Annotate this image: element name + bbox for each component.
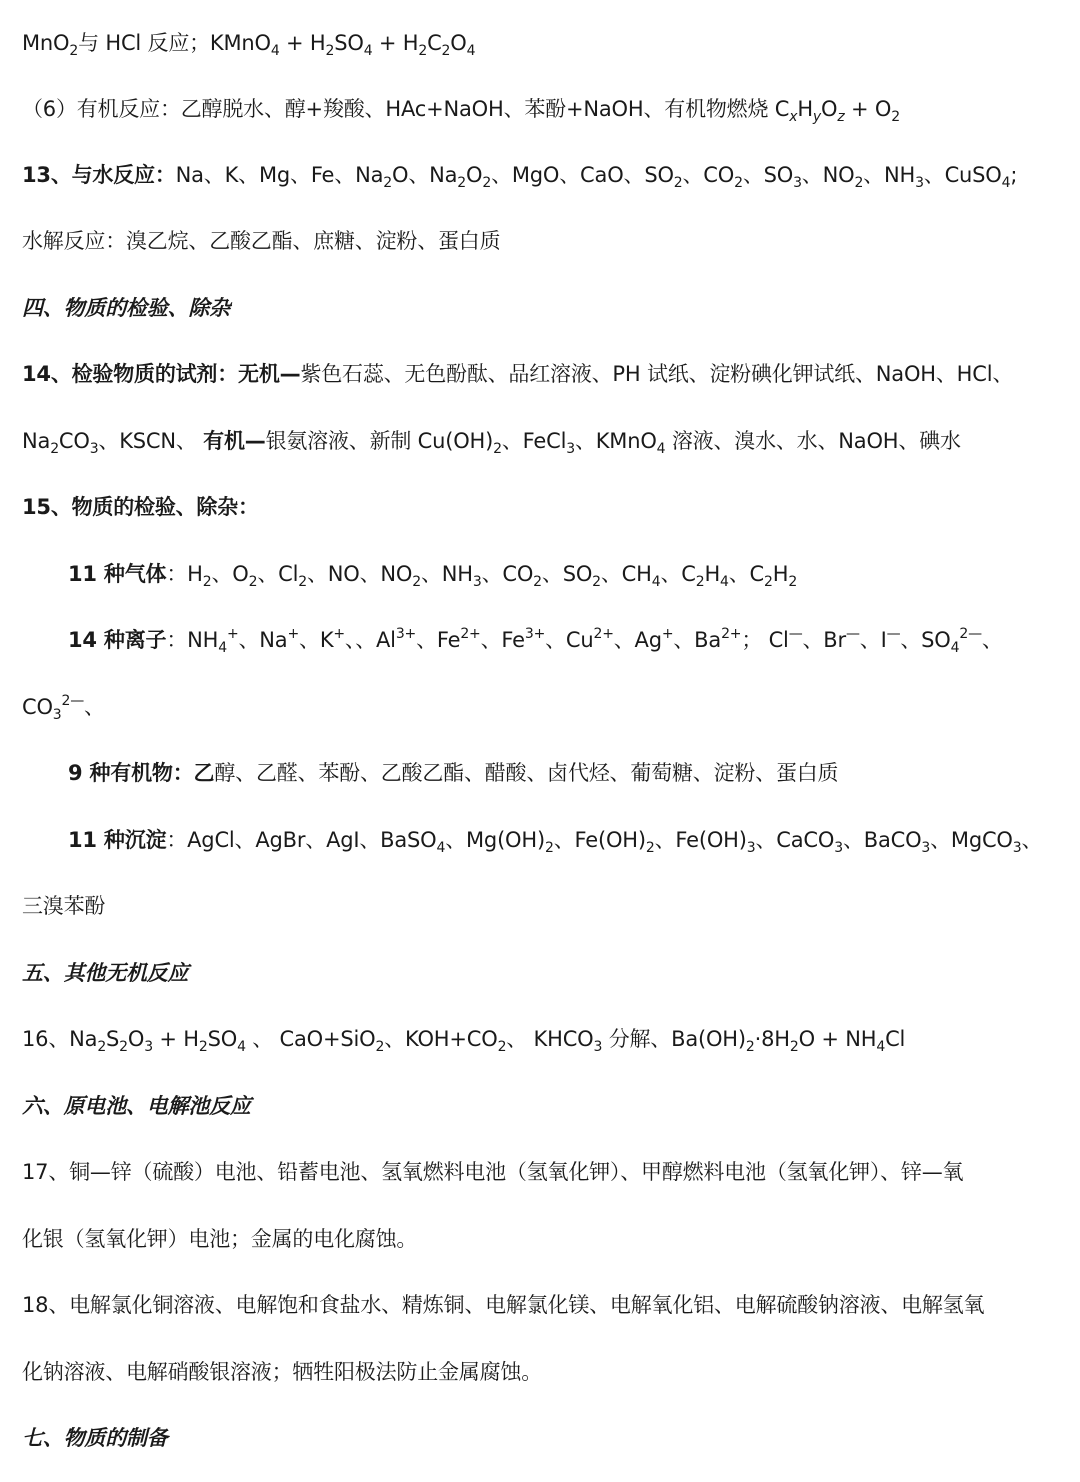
superscript: 3+ — [395, 626, 417, 642]
text-line — [22, 354, 1066, 394]
text-segment: 11 种沉淀 — [68, 828, 167, 852]
text-segment: SO — [334, 31, 364, 55]
text-segment: 14 种离子 — [68, 628, 167, 652]
subscript: 2 — [734, 175, 743, 191]
text-segment: 、FeCl — [501, 429, 567, 453]
text-segment: O + NH — [798, 1027, 877, 1051]
superscript: + — [333, 626, 345, 642]
text-segment: CO — [22, 695, 53, 719]
subscript: 2 — [412, 574, 421, 590]
text-segment: 醇、乙醛、苯酚、乙酸乙酯、醋酸、卤代烃、葡萄糖、淀粉、蛋白质 — [214, 761, 839, 785]
text-segment: Na、K、Mg、Fe、Na — [175, 163, 384, 187]
text-segment: 与 HCl 反应；KMnO — [78, 31, 271, 55]
subscript: 2 — [493, 441, 502, 457]
subscript: 3 — [89, 441, 99, 457]
subscript: 2 — [645, 840, 655, 856]
subscript: 2 — [248, 574, 258, 590]
text-segment: 、 KHCO — [506, 1027, 594, 1051]
text-segment: 、C — [660, 562, 696, 586]
text-segment: 9 种有机物： — [68, 761, 194, 785]
section-heading — [22, 1086, 1066, 1126]
text-segment: O — [821, 97, 838, 121]
text-segment: 、MgO、CaO、SO — [491, 163, 674, 187]
text-segment: 、 — [1021, 828, 1043, 852]
text-segment: 、Cl — [257, 562, 299, 586]
text-segment: 、K — [299, 628, 334, 652]
text-segment: 、O — [211, 562, 249, 586]
text-line — [22, 1152, 1066, 1192]
text-segment: 、 — [981, 628, 1003, 652]
subscript: 2 — [544, 840, 554, 856]
superscript: 3+ — [524, 626, 546, 642]
text-line — [22, 421, 1066, 461]
text-segment: 、Ag — [613, 628, 662, 652]
text-segment: 五、其他无机反应 — [22, 961, 189, 985]
text-segment: 15、物质的检验、除杂： — [22, 495, 259, 519]
text-line — [22, 89, 1066, 129]
text-segment: ：NH — [166, 628, 219, 652]
subscript: 3 — [144, 1039, 153, 1055]
text-segment: 水解反应：溴乙烷、乙酸乙酯、庶糖、淀粉、蛋白质 — [22, 229, 501, 253]
subscript: 4 — [651, 574, 661, 590]
text-segment: 11 种气体 — [68, 562, 167, 586]
text-segment: 、Fe(OH) — [553, 828, 646, 852]
text-segment: 化钠溶液、电解硝酸银溶液；牺牲阳极法防止金属腐蚀。 — [22, 1360, 542, 1384]
superscript: 2+ — [721, 626, 742, 642]
subscript: 2 — [457, 175, 467, 191]
text-line — [22, 1219, 1066, 1259]
text-segment: 、CO — [682, 163, 735, 187]
text-segment: 、 CaO+SiO — [245, 1027, 376, 1051]
text-segment: 乙 — [193, 761, 215, 785]
text-segment: 、CuSO — [923, 163, 1002, 187]
text-segment: 溶液、溴水、水、NaOH、碘水 — [665, 429, 961, 453]
subscript: 4 — [1001, 175, 1011, 191]
subscript: x — [789, 109, 798, 125]
text-segment: 、SO — [541, 562, 593, 586]
subscript: 2 — [375, 1039, 385, 1055]
subscript: z — [837, 109, 845, 125]
section-heading — [22, 1418, 1066, 1458]
text-segment: 、Na — [238, 628, 288, 652]
subscript: 2 — [202, 574, 212, 590]
text-segment: 、MgCO — [930, 828, 1013, 852]
subscript: 3 — [566, 441, 575, 457]
text-segment: 、I — [859, 628, 887, 652]
text-line — [22, 687, 1066, 727]
subscript: 2 — [592, 574, 601, 590]
text-segment: ：H — [166, 562, 203, 586]
subscript: 2 — [298, 574, 307, 590]
superscript: — — [788, 626, 803, 642]
text-segment: H — [772, 562, 789, 586]
text-segment: 、KSCN、 — [98, 429, 204, 453]
superscript: 2— — [959, 626, 982, 642]
text-segment: 、BaCO — [842, 828, 922, 852]
section-heading — [22, 953, 1066, 993]
text-segment: 、 — [84, 695, 105, 719]
text-line — [22, 1285, 1066, 1325]
subscript: 3 — [746, 840, 756, 856]
text-segment: 16、Na — [22, 1027, 98, 1051]
text-segment: （6）有机反应：乙醇脱水、醇+羧酸、HAc+NaOH、苯酚+NaOH、有机物燃烧 C — [22, 97, 790, 121]
superscript: — — [845, 626, 860, 642]
text-segment: O — [450, 31, 467, 55]
text-line — [68, 753, 1066, 793]
subscript: 4 — [237, 1039, 246, 1055]
text-segment: C — [427, 31, 442, 55]
text-segment: + H — [279, 31, 326, 55]
subscript: 2 — [854, 175, 864, 191]
text-segment: 四、物质的检验、除杂 — [22, 296, 230, 320]
text-segment: MnO — [22, 31, 70, 55]
text-line — [22, 886, 1066, 926]
subscript: 2 — [788, 574, 798, 590]
text-segment: 、NH — [863, 163, 916, 187]
text-segment: O — [466, 163, 483, 187]
subscript: 3 — [472, 574, 482, 590]
text-segment: 、Fe — [480, 628, 525, 652]
subscript: 2 — [891, 109, 900, 125]
subscript: 3 — [793, 175, 802, 191]
text-segment: 无机— — [238, 362, 301, 386]
text-segment: 、C — [728, 562, 765, 586]
text-segment: 分解、Ba(OH) — [602, 1027, 746, 1051]
text-segment: ·8H — [754, 1027, 790, 1051]
text-line — [68, 820, 1066, 860]
subscript: 2 — [497, 1039, 507, 1055]
text-segment: 紫色石蕊、无色酚酞、品红溶液、PH 试纸、淀粉碘化钾试纸、NaOH、HCl、 — [300, 362, 1014, 386]
subscript: 2 — [745, 1039, 755, 1055]
text-segment: + H — [152, 1027, 199, 1051]
subscript: 2 — [482, 175, 492, 191]
superscript: + — [226, 626, 239, 642]
subscript: 2 — [69, 43, 79, 59]
subscript: 2 — [198, 1039, 208, 1055]
subscript: 4 — [270, 43, 280, 59]
subscript: 4 — [466, 43, 476, 59]
superscript: + — [287, 626, 300, 642]
text-line — [68, 554, 1066, 594]
text-segment: SO — [207, 1027, 238, 1051]
text-segment: O — [127, 1027, 145, 1051]
text-segment: Cl — [885, 1027, 906, 1051]
section-heading — [22, 288, 1066, 328]
text-segment: 、Fe — [416, 628, 461, 652]
superscript: — — [886, 626, 901, 642]
text-segment: 、NO — [801, 163, 855, 187]
subscript: 2 — [119, 1039, 128, 1055]
text-segment: 18、电解氯化铜溶液、电解饱和食盐水、精炼铜、电解氯化镁、电解氧化铝、电解硫酸钠溶液、电解氢氧 — [22, 1293, 985, 1317]
text-segment: Na — [22, 429, 51, 453]
subscript: 3 — [921, 840, 931, 856]
text-segment: 、NO、NO — [306, 562, 413, 586]
text-segment: 有机— — [203, 429, 266, 453]
text-line — [22, 1352, 1066, 1392]
subscript: 2 — [383, 175, 392, 191]
text-line — [22, 221, 1066, 261]
text-segment: 、CO — [481, 562, 534, 586]
subscript: 4 — [363, 43, 373, 59]
subscript: 2 — [533, 574, 542, 590]
subscript: 2 — [50, 441, 59, 457]
text-segment: 、KOH+CO — [384, 1027, 498, 1051]
text-segment: 13、与水反应： — [22, 163, 176, 187]
subscript: 3 — [52, 707, 62, 723]
text-segment: 、Fe(OH) — [654, 828, 747, 852]
text-segment: + O — [844, 97, 892, 121]
text-segment: ：AgCl、AgBr、AgI、BaSO — [166, 828, 437, 852]
subscript: 2 — [325, 43, 335, 59]
text-segment: 、CH — [600, 562, 652, 586]
text-segment: 17、铜—锌（硫酸）电池、铅蓄电池、氢氧燃料电池（氢氧化钾）、甲醇燃料电池（氢氧化钾）、锌—氧 — [22, 1160, 964, 1184]
superscript: 2— — [61, 693, 85, 709]
subscript: 2 — [673, 175, 683, 191]
text-segment: H — [704, 562, 721, 586]
text-line — [22, 23, 1066, 63]
text-segment: + H — [372, 31, 419, 55]
text-segment: 化银（氢氧化钾）电池；金属的电化腐蚀。 — [22, 1227, 418, 1251]
subscript: 3 — [915, 175, 924, 191]
subscript: 3 — [1012, 840, 1022, 856]
text-segment: 、NH — [420, 562, 473, 586]
subscript: 4 — [218, 640, 227, 656]
text-segment: 、Mg(OH) — [445, 828, 545, 852]
text-segment: 六、原电池、电解池反应 — [22, 1094, 251, 1118]
text-segment: 银氨溶液、新制 Cu(OH) — [265, 429, 494, 453]
text-segment: CO — [58, 429, 90, 453]
subscript: 2 — [764, 574, 773, 590]
text-segment: 、Ba — [673, 628, 722, 652]
text-segment: ; — [1010, 163, 1018, 187]
text-segment: 、KMnO — [574, 429, 657, 453]
subscript: 2 — [97, 1039, 107, 1055]
subscript: 4 — [950, 640, 960, 656]
subscript: 4 — [720, 574, 729, 590]
text-segment: 七、物质的制备 — [22, 1426, 168, 1450]
text-segment: 、Br — [802, 628, 846, 652]
subscript: 3 — [593, 1039, 603, 1055]
subscript: y — [812, 109, 821, 125]
subscript: 2 — [789, 1039, 799, 1055]
text-segment: 、CaCO — [755, 828, 835, 852]
subscript: 2 — [418, 43, 428, 59]
superscript: + — [661, 626, 674, 642]
text-line — [22, 1019, 1066, 1059]
text-segment: H — [797, 97, 813, 121]
subscript: 4 — [436, 840, 446, 856]
text-segment: 、SO — [742, 163, 794, 187]
superscript: 2+ — [460, 626, 481, 642]
text-line — [22, 487, 1066, 527]
text-segment: 三溴苯酚 — [22, 894, 106, 918]
subscript: 4 — [876, 1039, 886, 1055]
text-segment: 14、检验物质的试剂： — [22, 362, 239, 386]
subscript: 4 — [656, 441, 666, 457]
text-line — [68, 620, 1066, 660]
superscript: 2+ — [593, 626, 614, 642]
text-segment: O、Na — [391, 163, 458, 187]
text-segment: 、、Al — [344, 628, 396, 652]
subscript: 2 — [441, 43, 451, 59]
subscript: 3 — [834, 840, 843, 856]
text-segment: 、Cu — [545, 628, 594, 652]
text-line — [22, 155, 1066, 195]
subscript: 2 — [695, 574, 705, 590]
text-segment: 、SO — [900, 628, 951, 652]
text-segment: ； Cl — [741, 628, 789, 652]
text-segment: S — [106, 1027, 120, 1051]
